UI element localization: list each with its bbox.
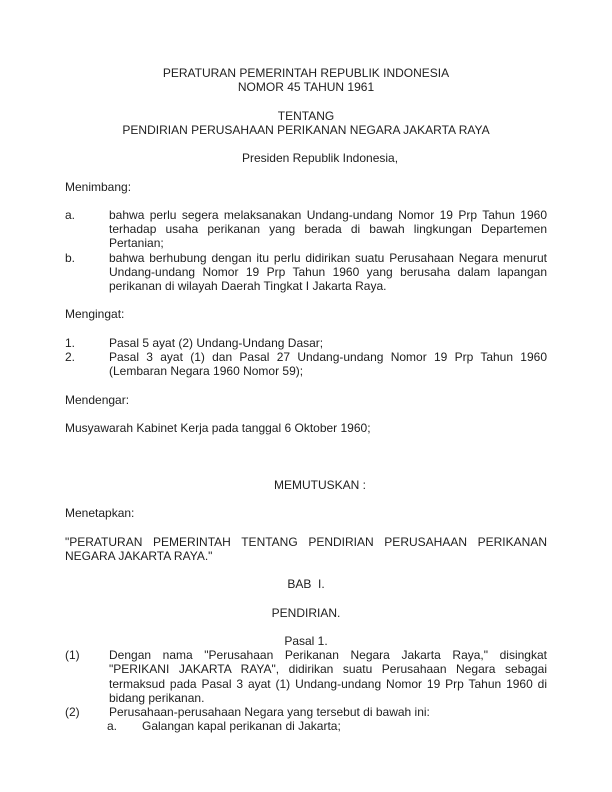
list-item-text: Galangan kapal perikanan di Jakarta; [142, 719, 341, 734]
menimbang-label: Menimbang: [65, 179, 132, 194]
menimbang-list [65, 208, 547, 293]
mengingat-label: Mengingat: [65, 307, 125, 322]
list-item-marker: a. [107, 719, 118, 734]
doc-subject: PENDIRIAN PERUSAHAAN PERIKANAN NEGARA JAKARTA RAYA [122, 122, 490, 137]
bab-title: BAB I. [287, 577, 325, 592]
doc-issuer: Presiden Republik Indonesia, [241, 151, 399, 166]
list-item [65, 336, 547, 350]
doc-title-line1: PERATURAN PEMERINTAH REPUBLIK INDONESIA [162, 66, 450, 80]
memutuskan-heading: MEMUTUSKAN : [273, 477, 366, 492]
list-item [65, 648, 547, 705]
pasal-title: Pasal 1. [284, 633, 328, 648]
doc-title-line2: NOMOR 45 TAHUN 1961 [237, 80, 375, 95]
menetapkan-label: Menetapkan: [65, 506, 135, 521]
mengingat-list [65, 336, 547, 379]
list-item-text: bahwa perlu segera melaksanakan Undang-undang Nomor 19 Prp Tahun 1960 terhadap usaha perikanan yang berada di bawah lingkungan Departemen Pertanian; [109, 207, 547, 251]
list-item [65, 350, 547, 378]
mendengar-label: Mendengar: [65, 392, 130, 407]
sub-list-item [107, 719, 547, 733]
list-item-marker: (1) [65, 648, 80, 663]
list-item-marker: 2. [65, 349, 76, 364]
list-item-marker: (2) [65, 704, 80, 719]
menetapkan-text: "PERATURAN PEMERINTAH TENTANG PENDIRIAN PERUSAHAAN PERIKANAN NEGARA JAKARTA RAYA." [65, 534, 547, 563]
list-item [65, 208, 547, 251]
doc-tentang-label: TENTANG [277, 108, 335, 123]
list-item-marker: 1. [65, 335, 76, 350]
list-item-marker: a. [65, 207, 76, 222]
list-item [65, 705, 547, 719]
list-item-marker: b. [65, 250, 76, 265]
bab-subtitle: PENDIRIAN. [271, 605, 341, 620]
mendengar-text: Musyawarah Kabinet Kerja pada tanggal 6 Oktober 1960; [65, 420, 371, 435]
list-item [65, 251, 547, 294]
list-item-text: Pasal 5 ayat (2) Undang-Undang Dasar; [109, 335, 324, 350]
list-item-text: bahwa berhubung dengan itu perlu didirikan suatu Perusahaan Negara menurut Undang-undang Nomor 19 Prp Tahun 1960 yang berusaha dalam lapangan perikanan di wilayah Daerah Tingkat I Jakarta Raya. [109, 250, 547, 293]
list-item-text: Pasal 3 ayat (1) dan Pasal 27 Undang-undang Nomor 19 Prp Tahun 1960 (Lembaran Negara 1960 Nomor 59); [109, 349, 547, 379]
list-item-text: Dengan nama "Perusahaan Perikanan Negara Jakarta Raya," disingkat "PERIKANI JAKARTA RAYA", didirikan suatu Perusahaan Negara sebagai termaksud pada Pasal 3 ayat (1) Undang-undang Nomor 19 Prp Tahun 1960 di bidang perikanan. [109, 648, 547, 705]
list-item-text: Perusahaan-perusahaan Negara yang tersebut di bawah ini: [109, 704, 430, 719]
pasal-1-list [65, 648, 547, 733]
